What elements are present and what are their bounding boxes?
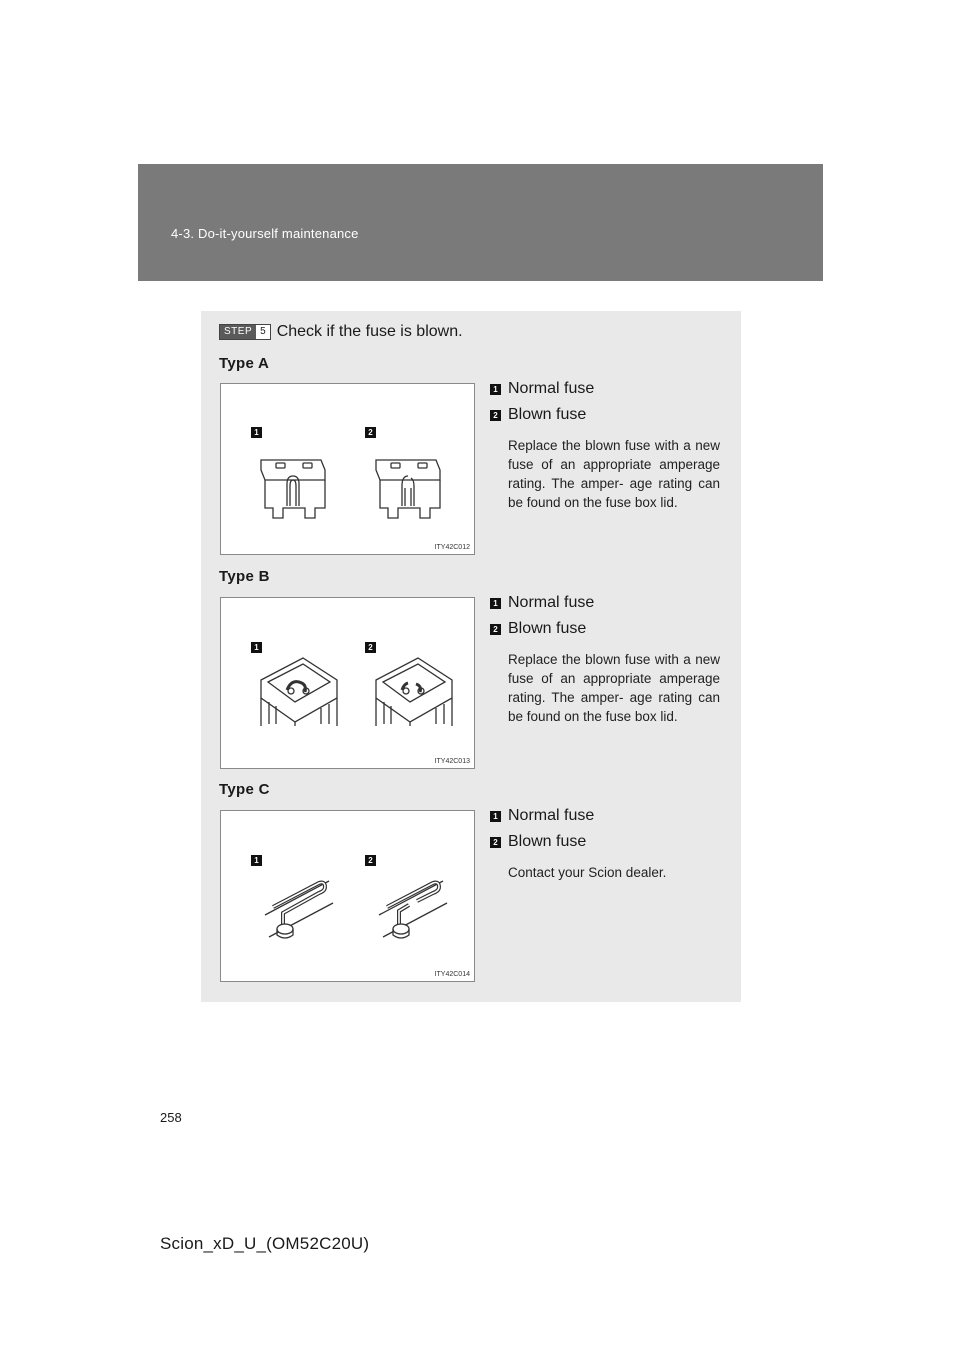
type-b-figure bbox=[220, 597, 475, 769]
section-title: 4-3. Do-it-yourself maintenance bbox=[171, 226, 359, 241]
blown-blade-fuse bbox=[376, 460, 440, 518]
figure-callout-1: 1 bbox=[251, 642, 262, 653]
figure-code: ITY42C012 bbox=[434, 544, 470, 551]
cartridge-fuse-illustration bbox=[221, 598, 476, 770]
type-c-figure bbox=[220, 810, 475, 982]
type-a-legend bbox=[490, 376, 720, 512]
type-a-heading: Type A bbox=[219, 355, 270, 372]
legend-item-normal bbox=[490, 590, 720, 616]
legend-item-blown bbox=[490, 829, 720, 855]
header-band bbox=[138, 164, 823, 281]
legend-item-normal bbox=[490, 803, 720, 829]
normal-wire-fuse bbox=[265, 881, 333, 938]
type-b-legend bbox=[490, 590, 720, 726]
step-badge-number: 5 bbox=[260, 326, 266, 337]
wire-fuse-illustration bbox=[221, 811, 476, 983]
figure-callout-2: 2 bbox=[365, 427, 376, 438]
figure-code: ITY42C013 bbox=[434, 758, 470, 765]
legend-number: 2 bbox=[490, 624, 501, 635]
legend-note: Replace the blown fuse with a new fuse of an appropriate amperage rating. The amper- age rating can be found on the fuse box lid. bbox=[508, 652, 720, 724]
step-badge bbox=[219, 324, 271, 340]
normal-blade-fuse bbox=[261, 460, 325, 518]
figure-code: ITY42C014 bbox=[434, 971, 470, 978]
legend-number: 2 bbox=[490, 837, 501, 848]
type-b-heading: Type B bbox=[219, 568, 270, 585]
document-code: Scion_xD_U_(OM52C20U) bbox=[160, 1234, 370, 1253]
legend-item-normal bbox=[490, 376, 720, 402]
content-panel bbox=[201, 311, 741, 1002]
legend-label: Blown fuse bbox=[508, 406, 587, 423]
legend-label: Blown fuse bbox=[508, 620, 587, 637]
type-c-heading: Type C bbox=[219, 781, 270, 798]
legend-label: Normal fuse bbox=[508, 807, 595, 824]
legend-label: Normal fuse bbox=[508, 380, 595, 397]
legend-number: 1 bbox=[490, 811, 501, 822]
legend-number: 1 bbox=[490, 384, 501, 395]
legend-label: Blown fuse bbox=[508, 833, 587, 850]
step-row bbox=[219, 323, 463, 341]
legend-item-blown bbox=[490, 402, 720, 428]
legend-note: Contact your Scion dealer. bbox=[508, 865, 667, 880]
type-c-legend bbox=[490, 803, 720, 882]
blade-fuse-illustration bbox=[221, 384, 476, 556]
step-instruction: Check if the fuse is blown. bbox=[276, 323, 463, 340]
blown-cartridge-fuse bbox=[376, 658, 452, 726]
figure-callout-1: 1 bbox=[251, 427, 262, 438]
legend-item-blown bbox=[490, 616, 720, 642]
figure-callout-2: 2 bbox=[365, 855, 376, 866]
legend-number: 1 bbox=[490, 598, 501, 609]
normal-cartridge-fuse bbox=[261, 658, 337, 726]
figure-callout-2: 2 bbox=[365, 642, 376, 653]
page-number: 258 bbox=[160, 1110, 182, 1125]
figure-callout-1: 1 bbox=[251, 855, 262, 866]
legend-number: 2 bbox=[490, 410, 501, 421]
legend-label: Normal fuse bbox=[508, 594, 595, 611]
blown-wire-fuse bbox=[379, 881, 447, 938]
step-badge-label: STEP bbox=[220, 325, 256, 339]
type-a-figure bbox=[220, 383, 475, 555]
legend-note: Replace the blown fuse with a new fuse of an appropriate amperage rating. The amper- age rating can be found on the fuse box lid. bbox=[508, 438, 720, 510]
